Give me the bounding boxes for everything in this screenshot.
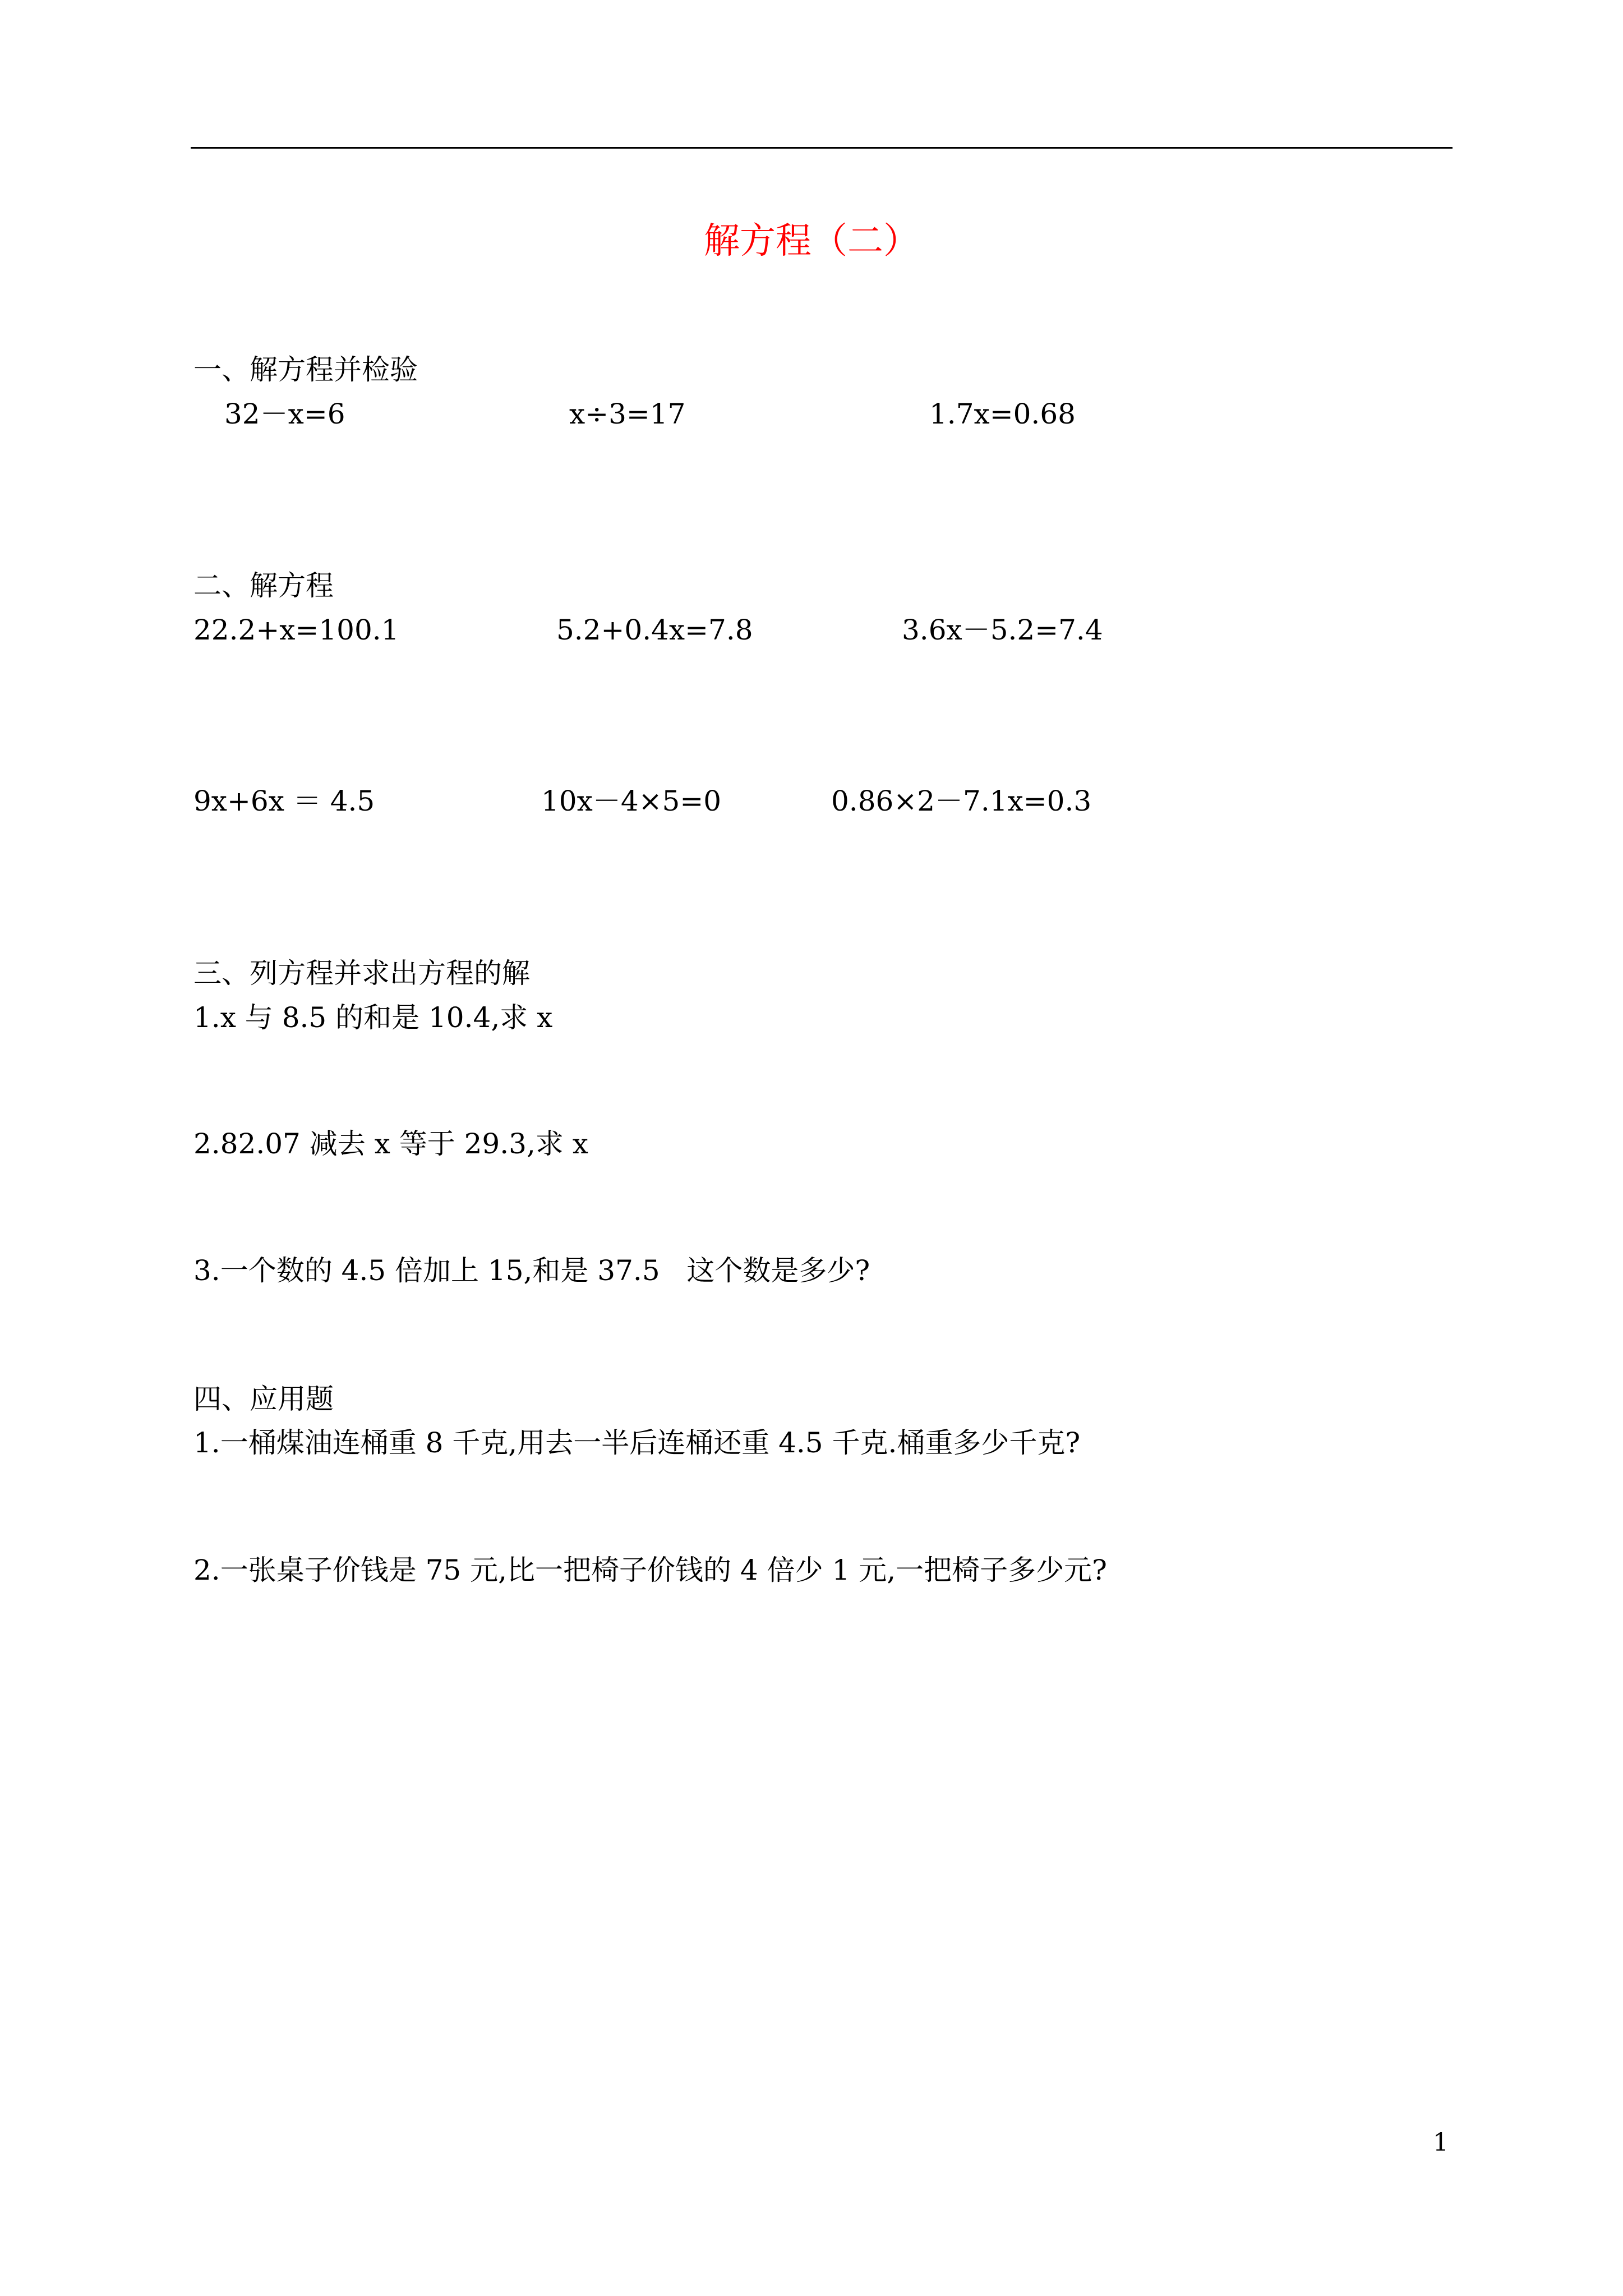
- page-number: 1: [1433, 2128, 1449, 2157]
- equation-2-5: 10x－4×5=0: [541, 785, 722, 817]
- application-problem-4-2: 2.一张桌子价钱是 75 元,比一把椅子价钱的 4 倍少 1 元,一把椅子多少元?: [193, 1554, 1107, 1586]
- word-problem-3-1: 1.x 与 8.5 的和是 10.4,求 x: [193, 1001, 553, 1034]
- equation-2-1: 22.2+x=100.1: [193, 614, 399, 646]
- application-problem-4-1: 1.一桶煤油连桶重 8 千克,用去一半后连桶还重 4.5 千克.桶重多少千克?: [193, 1427, 1081, 1459]
- equation-2-2: 5.2+0.4x=7.8: [556, 614, 753, 646]
- section-2-heading: 二、解方程: [193, 569, 334, 602]
- equation-2-3: 3.6x－5.2=7.4: [902, 614, 1103, 646]
- section-1-heading: 一、解方程并检验: [193, 353, 418, 386]
- word-problem-3-2: 2.82.07 减去 x 等于 29.3,求 x: [193, 1128, 588, 1160]
- section-4-heading: 四、应用题: [193, 1383, 334, 1415]
- section-3-heading: 三、列方程并求出方程的解: [193, 957, 530, 990]
- equation-1-3: 1.7x=0.68: [929, 398, 1076, 430]
- word-problem-3-3: 3.一个数的 4.5 倍加上 15,和是 37.5 这个数是多少?: [193, 1254, 870, 1287]
- header-rule: [191, 147, 1453, 149]
- page-title: 解方程（二）: [704, 220, 919, 262]
- equation-1-2: x÷3=17: [569, 398, 686, 430]
- equation-1-1: 32－x=6: [224, 398, 345, 430]
- equation-2-4: 9x+6x ＝ 4.5: [193, 785, 375, 817]
- equation-2-6: 0.86×2－7.1x=0.3: [831, 785, 1092, 817]
